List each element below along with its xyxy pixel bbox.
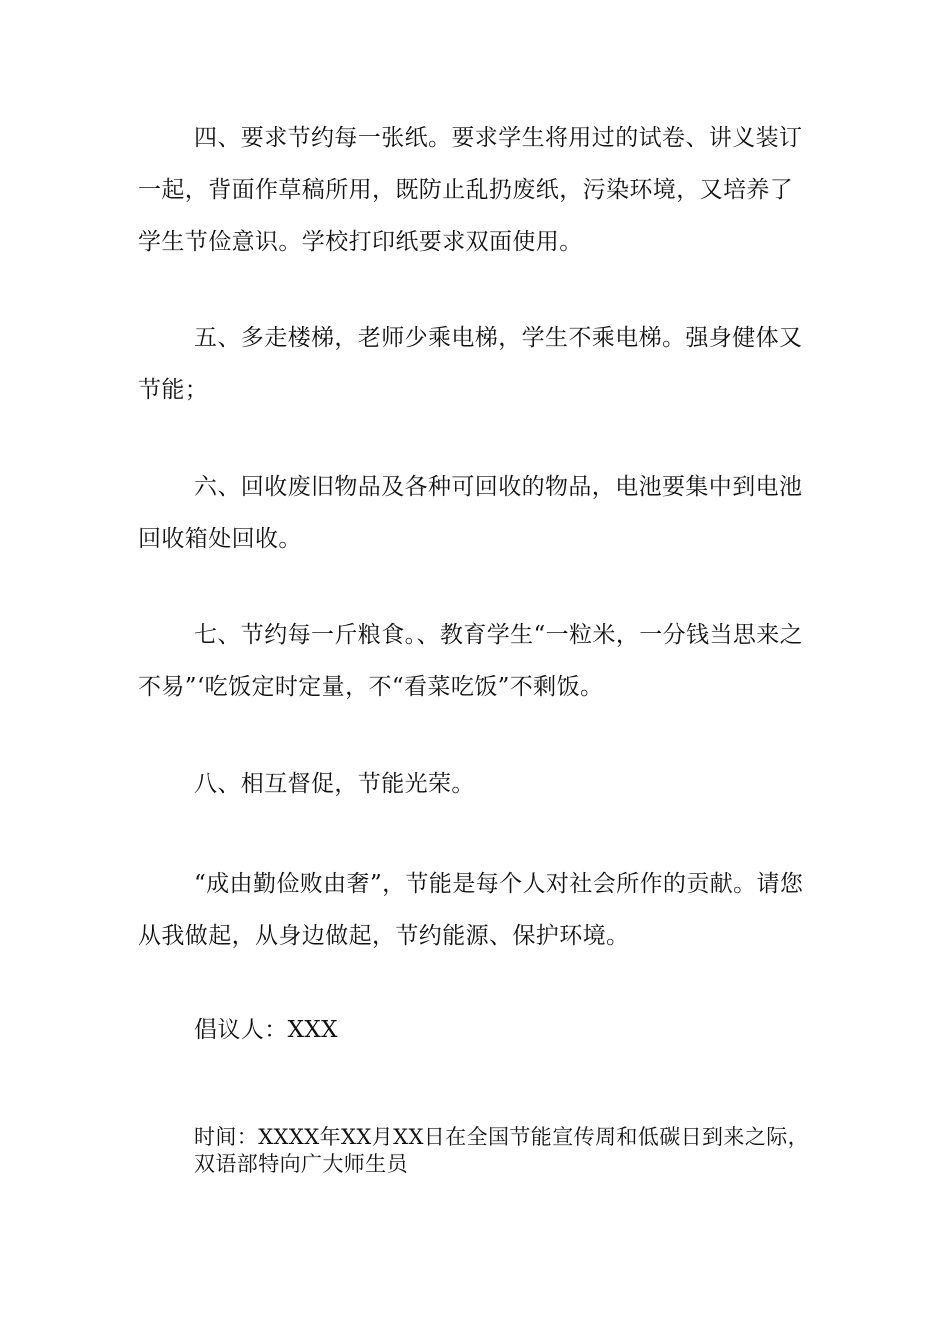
paragraph-recycling: 六、回收废旧物品及各种可回收的物品，电池要集中到电池回收箱处回收。: [138, 474, 803, 552]
paragraph-date: 时间：XXXX年XX月XX日在全国节能宣传周和低碳日到来之际，双语部特向广大师生员: [194, 1125, 809, 1176]
paragraph-save-paper: 四、要求节约每一张纸。要求学生将用过的试卷、讲义装订一起，背面作草稿所用，既防止乱扔废纸，污染环境，又培养了学生节俭意识。学校打印纸要求双面使用。: [138, 125, 803, 255]
paragraph-initiator: 倡议人：XXX: [194, 1017, 338, 1043]
paragraph-save-food: 七、节约每一斤粮食。、教育学生“一粒米，一分钱当思来之不易”‘吃饭定时定量，不“看菜吃饭”不剩饭。: [138, 622, 804, 700]
paragraph-use-stairs: 五、多走楼梯，老师少乘电梯，学生不乘电梯。强身健体又节能；: [138, 325, 803, 403]
paragraph-mutual-supervision: 八、相互督促，节能光荣。: [194, 771, 475, 797]
paragraph-closing-appeal: “成由勤俭败由奢”，节能是每个人对社会所作的贡献。请您从我做起，从身边做起，节约能源、保护环境。: [138, 871, 804, 949]
